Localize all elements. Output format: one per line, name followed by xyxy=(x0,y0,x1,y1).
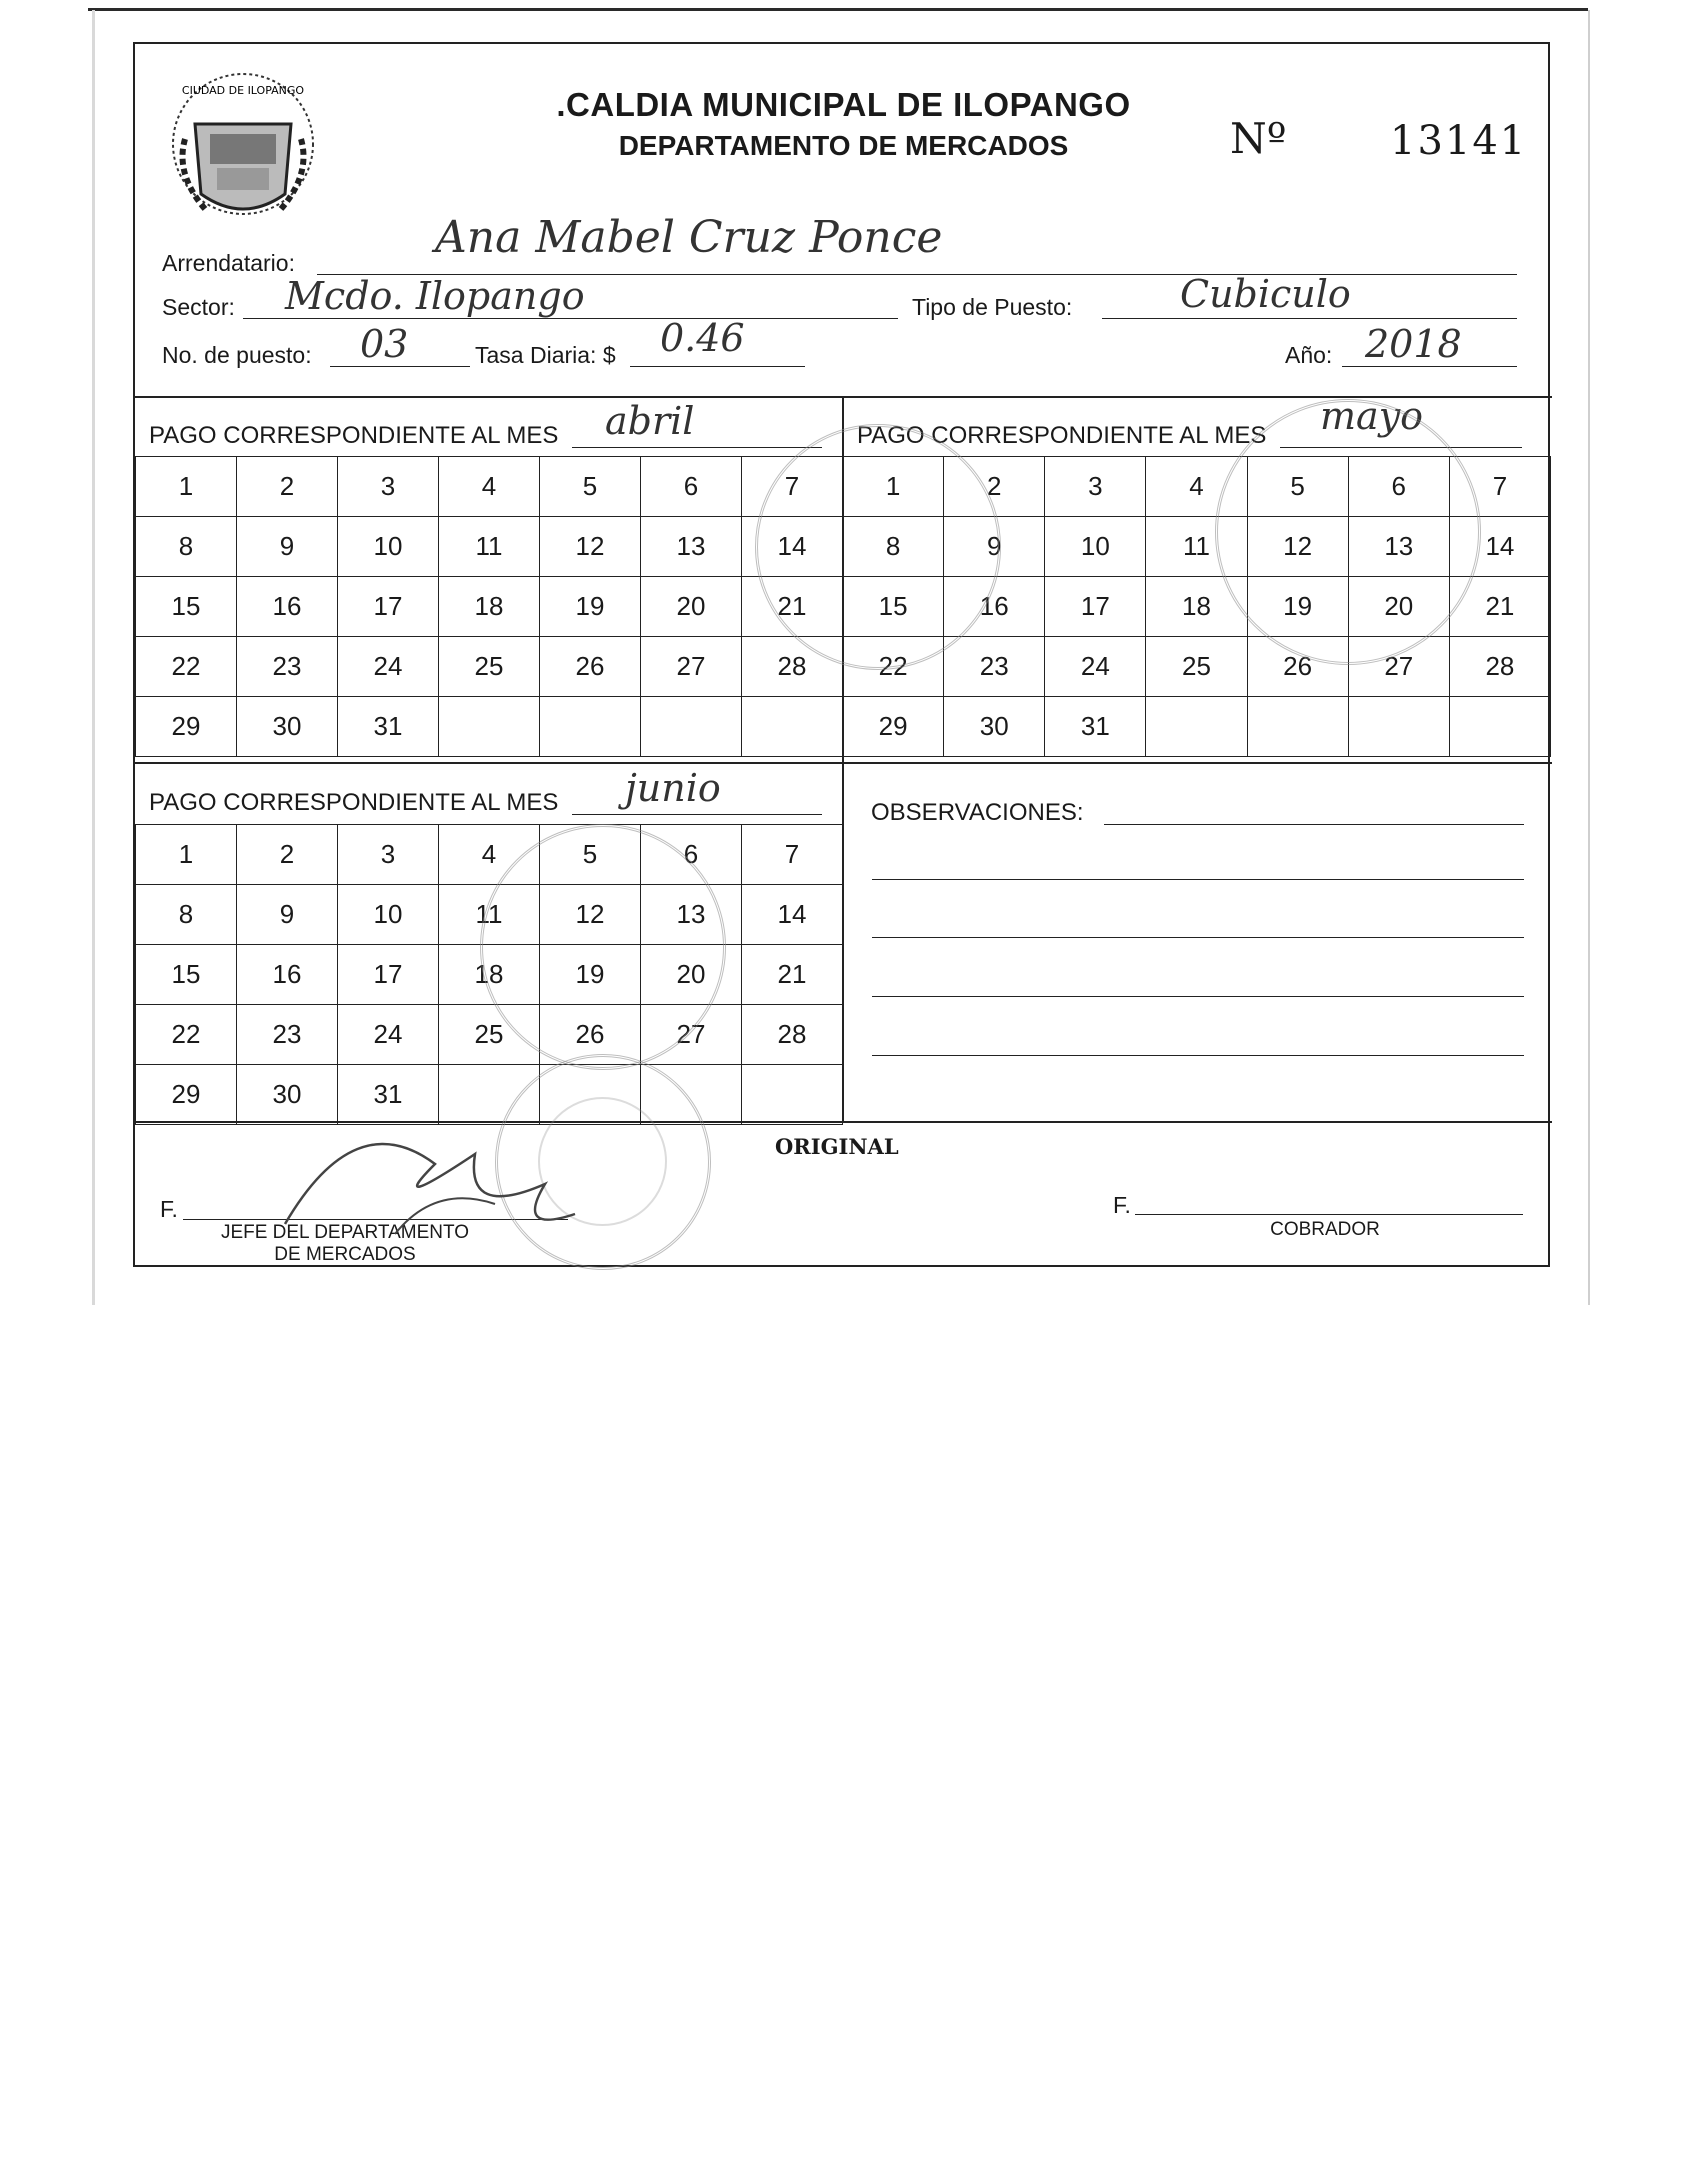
day-cell: 30 xyxy=(944,697,1045,757)
day-cell: 18 xyxy=(1146,577,1247,637)
day-cell: 15 xyxy=(843,577,944,637)
day-cell: 20 xyxy=(641,577,742,637)
number-label: Nº xyxy=(1230,114,1287,163)
jefe-label-line2: DE MERCADOS xyxy=(274,1244,416,1265)
day-cell: 8 xyxy=(136,885,237,945)
day-cell: 13 xyxy=(641,517,742,577)
day-cell: 24 xyxy=(338,1005,439,1065)
day-cell: 29 xyxy=(843,697,944,757)
tasa-label: Tasa Diaria: $ xyxy=(475,342,616,368)
day-cell: 30 xyxy=(237,697,338,757)
day-cell: 27 xyxy=(641,1005,742,1065)
form-subtitle: DEPARTAMENTO DE MERCADOS xyxy=(618,130,1069,161)
signature-f-left: F. xyxy=(160,1196,178,1222)
day-cell: 9 xyxy=(944,517,1045,577)
day-cell: 28 xyxy=(742,637,843,697)
tipo-puesto-value: Cubiculo xyxy=(1180,272,1351,316)
day-cell: 24 xyxy=(338,637,439,697)
receipt-form xyxy=(133,42,1550,1267)
day-cell: 20 xyxy=(1348,577,1449,637)
day-cell: 10 xyxy=(338,885,439,945)
day-cell: 7 xyxy=(1449,457,1550,517)
day-cell: 30 xyxy=(237,1065,338,1125)
day-cell: 17 xyxy=(338,945,439,1005)
day-cell: 21 xyxy=(1449,577,1550,637)
day-cell: 26 xyxy=(540,637,641,697)
original-label: ORIGINAL xyxy=(775,1134,899,1159)
day-cell: 3 xyxy=(1045,457,1146,517)
signature-scribble xyxy=(135,44,1552,1269)
cobrador-label: COBRADOR xyxy=(1270,1219,1380,1240)
signature-f-right: F. xyxy=(1113,1192,1131,1218)
day-cell: 20 xyxy=(641,945,742,1005)
day-cell: 11 xyxy=(439,885,540,945)
day-cell: 2 xyxy=(237,457,338,517)
day-cell: 22 xyxy=(136,637,237,697)
day-cell: 13 xyxy=(641,885,742,945)
svg-text:CIUDAD DE ILOPANGO: CIUDAD DE ILOPANGO xyxy=(181,84,305,97)
day-cell: 23 xyxy=(237,1005,338,1065)
day-cell: 2 xyxy=(237,825,338,885)
day-cell: 6 xyxy=(1348,457,1449,517)
tipo-puesto-label: Tipo de Puesto: xyxy=(912,294,1073,320)
day-cell: 18 xyxy=(439,945,540,1005)
day-cell: 12 xyxy=(540,885,641,945)
day-cell: 12 xyxy=(540,517,641,577)
day-cell: 8 xyxy=(136,517,237,577)
day-cell: 29 xyxy=(136,697,237,757)
sector-label: Sector: xyxy=(162,294,235,320)
day-cell: 1 xyxy=(136,457,237,517)
day-cell: 18 xyxy=(439,577,540,637)
anio-label: Año: xyxy=(1285,342,1333,368)
day-cell: 19 xyxy=(540,577,641,637)
day-cell: 27 xyxy=(641,637,742,697)
day-cell: 19 xyxy=(540,945,641,1005)
day-cell: 6 xyxy=(641,825,742,885)
day-cell: 29 xyxy=(136,1065,237,1125)
day-cell: 17 xyxy=(338,577,439,637)
day-cell: 26 xyxy=(540,1005,641,1065)
day-cell: 11 xyxy=(1146,517,1247,577)
day-cell: 15 xyxy=(136,945,237,1005)
day-cell: 5 xyxy=(1247,457,1348,517)
day-cell: 3 xyxy=(338,457,439,517)
puesto-value: 03 xyxy=(360,322,409,366)
day-cell: 7 xyxy=(742,457,843,517)
day-cell: 24 xyxy=(1045,637,1146,697)
day-cell: 31 xyxy=(338,1065,439,1125)
day-cell: 1 xyxy=(843,457,944,517)
day-cell: 28 xyxy=(742,1005,843,1065)
day-cell: 23 xyxy=(237,637,338,697)
day-cell: 23 xyxy=(944,637,1045,697)
receipt-number: 13141 xyxy=(1390,118,1528,164)
day-cell: 16 xyxy=(237,577,338,637)
observaciones-label: OBSERVACIONES: xyxy=(871,799,1084,826)
scan-right-edge xyxy=(1588,10,1590,1305)
day-cell: 27 xyxy=(1348,637,1449,697)
day-cell: 25 xyxy=(1146,637,1247,697)
month-name-mayo: mayo xyxy=(1320,394,1424,438)
day-cell: 14 xyxy=(742,885,843,945)
day-cell: 21 xyxy=(742,945,843,1005)
day-cell: 11 xyxy=(439,517,540,577)
anio-value: 2018 xyxy=(1365,322,1462,366)
day-cell: 31 xyxy=(338,697,439,757)
day-cell: 4 xyxy=(1146,457,1247,517)
day-cell: 5 xyxy=(540,457,641,517)
day-cell: 16 xyxy=(944,577,1045,637)
day-cell: 5 xyxy=(540,825,641,885)
month-name-junio: junio xyxy=(625,766,721,810)
day-cell: 9 xyxy=(237,517,338,577)
day-cell: 22 xyxy=(843,637,944,697)
day-cell: 25 xyxy=(439,1005,540,1065)
jefe-label-line1: JEFE DEL DEPARTAMENTO xyxy=(220,1222,470,1243)
day-cell: 10 xyxy=(1045,517,1146,577)
puesto-label: No. de puesto: xyxy=(162,342,312,368)
day-cell: 2 xyxy=(944,457,1045,517)
day-cell: 19 xyxy=(1247,577,1348,637)
day-cell: 28 xyxy=(1449,637,1550,697)
month-header-label: PAGO CORRESPONDIENTE AL MES xyxy=(149,422,559,449)
tasa-value: 0.46 xyxy=(660,316,745,360)
day-cell: 12 xyxy=(1247,517,1348,577)
arrendatario-value: Ana Mabel Cruz Ponce xyxy=(435,212,943,263)
day-cell: 17 xyxy=(1045,577,1146,637)
day-cell: 7 xyxy=(742,825,843,885)
month-name-abril: abril xyxy=(605,399,695,443)
day-cell: 26 xyxy=(1247,637,1348,697)
day-cell: 14 xyxy=(742,517,843,577)
day-cell: 4 xyxy=(439,457,540,517)
day-cell: 9 xyxy=(237,885,338,945)
scan-left-edge xyxy=(92,10,95,1305)
day-cell: 15 xyxy=(136,577,237,637)
day-cell: 4 xyxy=(439,825,540,885)
day-cell: 22 xyxy=(136,1005,237,1065)
sector-value: Mcdo. Ilopango xyxy=(285,274,585,318)
day-cell: 3 xyxy=(338,825,439,885)
day-cell: 31 xyxy=(1045,697,1146,757)
scan-top-edge xyxy=(88,8,1588,11)
day-cell: 10 xyxy=(338,517,439,577)
day-cell: 14 xyxy=(1449,517,1550,577)
form-title: .CALDIA MUNICIPAL DE ILOPANGO xyxy=(556,86,1131,123)
day-cell: 8 xyxy=(843,517,944,577)
day-cell: 6 xyxy=(641,457,742,517)
arrendatario-label: Arrendatario: xyxy=(162,250,295,276)
day-cell: 25 xyxy=(439,637,540,697)
day-cell: 13 xyxy=(1348,517,1449,577)
day-cell: 21 xyxy=(742,577,843,637)
month-header-label: PAGO CORRESPONDIENTE AL MES xyxy=(857,422,1267,449)
day-cell: 16 xyxy=(237,945,338,1005)
day-cell: 1 xyxy=(136,825,237,885)
month-header-label: PAGO CORRESPONDIENTE AL MES xyxy=(149,789,559,816)
